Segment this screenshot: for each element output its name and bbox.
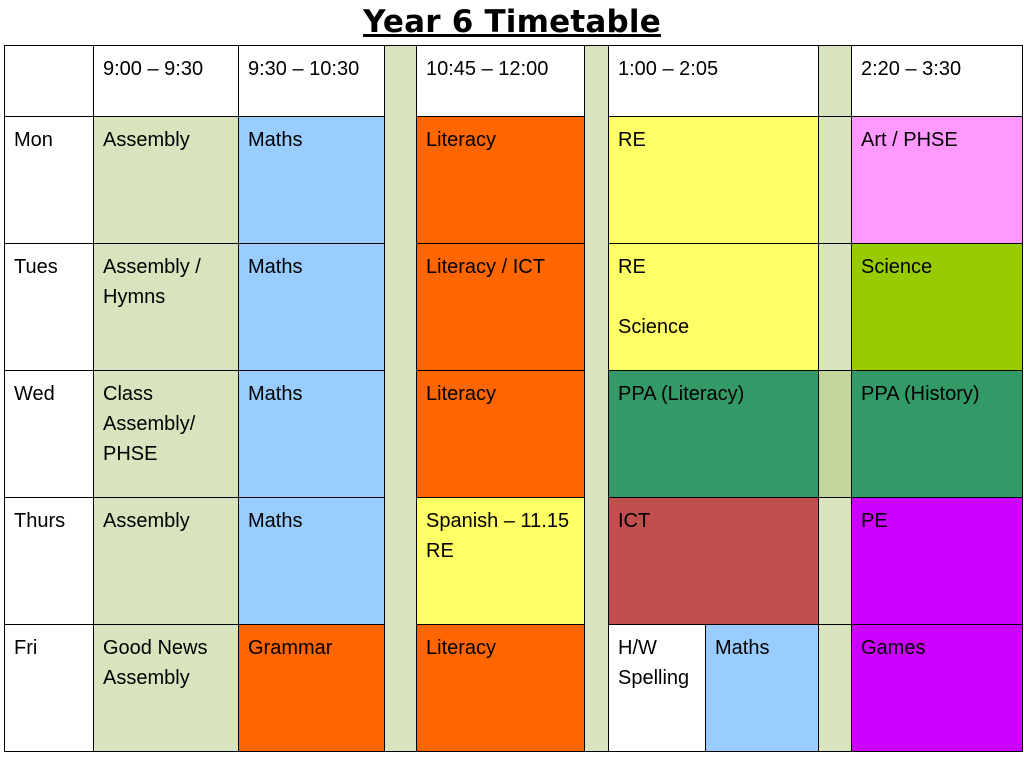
lesson-cell: Maths [239,244,385,371]
break-column [819,244,852,371]
lesson-cell: PPA (History) [852,371,1023,498]
lesson-cell: Maths [239,117,385,244]
lesson-cell: Science [852,244,1023,371]
day-label: Mon [5,117,94,244]
break-column [819,46,852,117]
lesson-cell: Class Assembly/ PHSE [94,371,239,498]
timetable [4,45,1023,752]
lesson-cell [417,498,585,625]
lesson-text: RE [426,540,454,562]
header-row [5,46,1023,117]
time-header: 9:30 – 10:30 [239,46,385,117]
day-row-mon [5,117,1023,244]
break-column [819,498,852,625]
lesson-cell: Maths [239,498,385,625]
break-column [819,117,852,244]
lesson-cell: Maths [239,371,385,498]
day-label: Wed [5,371,94,498]
lesson-cell: PPA (Literacy) [609,371,819,498]
break-column [819,625,852,752]
lesson-cell: Literacy [417,625,585,752]
lesson-cell: ICT [609,498,819,625]
time-header: 9:00 – 9:30 [94,46,239,117]
lesson-text: Science [618,316,690,338]
lesson-cell: Art / PHSE [852,117,1023,244]
day-label: Tues [5,244,94,371]
lesson-cell: Maths [706,625,819,752]
lesson-cell: RE [609,117,819,244]
lesson-cell: Assembly [94,117,239,244]
day-row-thurs [5,498,1023,625]
lesson-cell: Literacy [417,371,585,498]
lesson-cell: Grammar [239,625,385,752]
lesson-cell: PE [852,498,1023,625]
lesson-cell: Games [852,625,1023,752]
lesson-cell [609,244,819,371]
time-header: 1:00 – 2:05 [609,46,819,117]
lesson-cell: Good News Assembly [94,625,239,752]
day-label: Fri [5,625,94,752]
time-header: 2:20 – 3:30 [852,46,1023,117]
day-row-tues [5,244,1023,371]
lesson-text: RE [618,256,646,278]
corner-cell [5,46,94,117]
day-label: Thurs [5,498,94,625]
time-header: 10:45 – 12:00 [417,46,585,117]
lesson-text: Spanish – 11.15 [426,510,570,532]
lesson-cell: Assembly [94,498,239,625]
lesson-cell: Literacy [417,117,585,244]
break-column [819,371,852,498]
lesson-cell: H/W Spelling [609,625,706,752]
lesson-cell: Literacy / ICT [417,244,585,371]
page-title: Year 6 Timetable [363,4,661,40]
break-column [385,46,417,752]
lesson-cell: Assembly / Hymns [94,244,239,371]
day-row-fri [5,625,1023,752]
day-row-wed [5,371,1023,498]
lunch-column [585,46,609,752]
